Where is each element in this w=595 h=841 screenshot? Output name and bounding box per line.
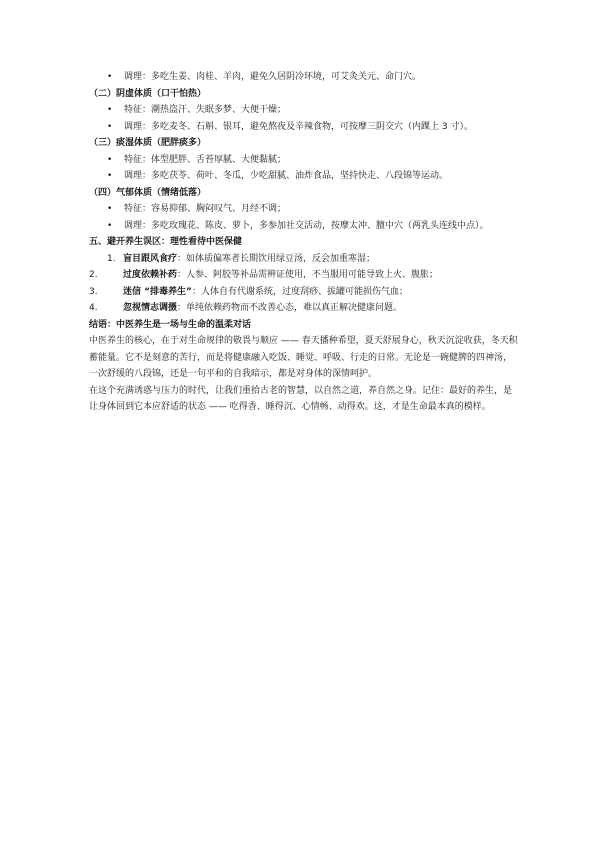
paragraph: 中医养生的核心，在于对生命规律的敬畏与顺应 —— 春天播种希望，夏天舒展身心，秋天沉淀收获，冬天积蓄能量。它不是刻意的苦行，而是将健康融入吃饭、睡觉、呼吸、行走的日常。无论是一碗健脾的四神汤，一次舒缓的八段锦，还是一句平和的自我暗示，都是对身体的深情呵护。: [89, 336, 518, 379]
list-item: [89, 201, 519, 218]
list-item-text: 调理：多吃玫瑰花、陈皮、萝卜，多参加社交活动，按摩太冲、膻中穴（两乳头连线中点）。: [124, 220, 489, 231]
bullet-icon: •: [107, 105, 113, 115]
list-item: [89, 119, 519, 136]
list-item-text: 特征：容易抑郁、胸闷叹气、月经不调；: [124, 204, 287, 214]
item-title: 迷信 “排毒养生”: [123, 286, 192, 297]
numbered-item: [89, 300, 519, 317]
section-heading: （四）气郁体质（情绪低落）: [89, 187, 207, 198]
list-item: [89, 69, 519, 86]
list-item-text: 调理：多吃茯苓、荷叶、冬瓜，少吃甜腻、油炸食品，坚持快走、八段锦等运动。: [124, 171, 449, 181]
paragraph: 在这个充满诱惑与压力的时代，让我们重拾古老的智慧，以自然之道，养自然之身。记住：最好的养生，是让身体回到它本应舒适的状态 —— 吃得香、睡得沉、心情畅、动得欢。这，才是生命最本真的模样。: [89, 385, 513, 412]
section-heading: 五、避开养生误区：理性看待中医保健: [89, 237, 243, 247]
section-heading: （二）阴虚体质（口干怕热）: [89, 88, 207, 99]
list-item: [89, 102, 519, 119]
numbered-item: [89, 267, 519, 284]
list-item-text: 调理：多吃麦冬、石斛、银耳，避免熬夜及辛辣食物，可按摩三阴交穴（内踝上 3 寸）。: [124, 121, 473, 132]
bullet-icon: •: [107, 154, 113, 165]
document-page: [89, 69, 519, 416]
list-item-text: 调理：多吃生姜、肉桂、羊肉，避免久居阴冷环境，可艾灸关元、命门穴。: [124, 72, 422, 82]
bullet-icon: •: [107, 171, 113, 181]
item-text: ：如体质偏寒者长期饮用绿豆汤，反会加重寒湿；: [177, 253, 376, 264]
item-text: ：人参、阿胶等补品需辨证使用，不当服用可能导致上火、腹胀；: [177, 270, 439, 280]
numbered-item: [89, 251, 519, 268]
list-item-text: 特征：体型肥胖、舌苔厚腻、大便黏腻；: [124, 154, 287, 165]
item-number: 4.: [89, 303, 98, 313]
list-item: [89, 168, 519, 185]
item-title: 过度依赖补药: [123, 270, 178, 280]
item-title: 忽视情志调摄: [123, 303, 178, 313]
item-number: 2.: [89, 270, 98, 280]
conclusion-heading: 结语：中医养生是一场与生命的温柔对话: [89, 319, 252, 330]
item-number: 3.: [89, 286, 98, 297]
bullet-icon: •: [107, 204, 113, 214]
numbered-item: [89, 284, 519, 301]
item-number: 1.: [107, 253, 116, 264]
bullet-icon: •: [107, 121, 113, 132]
item-title: 盲目跟风食疗: [123, 253, 178, 264]
item-text: ：单纯依赖药物而不改善心态，难以真正解决健康问题。: [177, 303, 403, 313]
bullet-icon: •: [107, 220, 113, 231]
list-item: [89, 218, 519, 235]
item-text: ：人体自有代谢系统，过度刮痧、拔罐可能损伤气血；: [191, 286, 408, 297]
list-item-text: 特征：潮热盗汗、失眠多梦、大便干燥；: [124, 105, 287, 115]
list-item: [89, 152, 519, 169]
section-heading: （三）痰湿体质（肥胖痰多）: [89, 138, 207, 148]
bullet-icon: •: [107, 72, 113, 82]
